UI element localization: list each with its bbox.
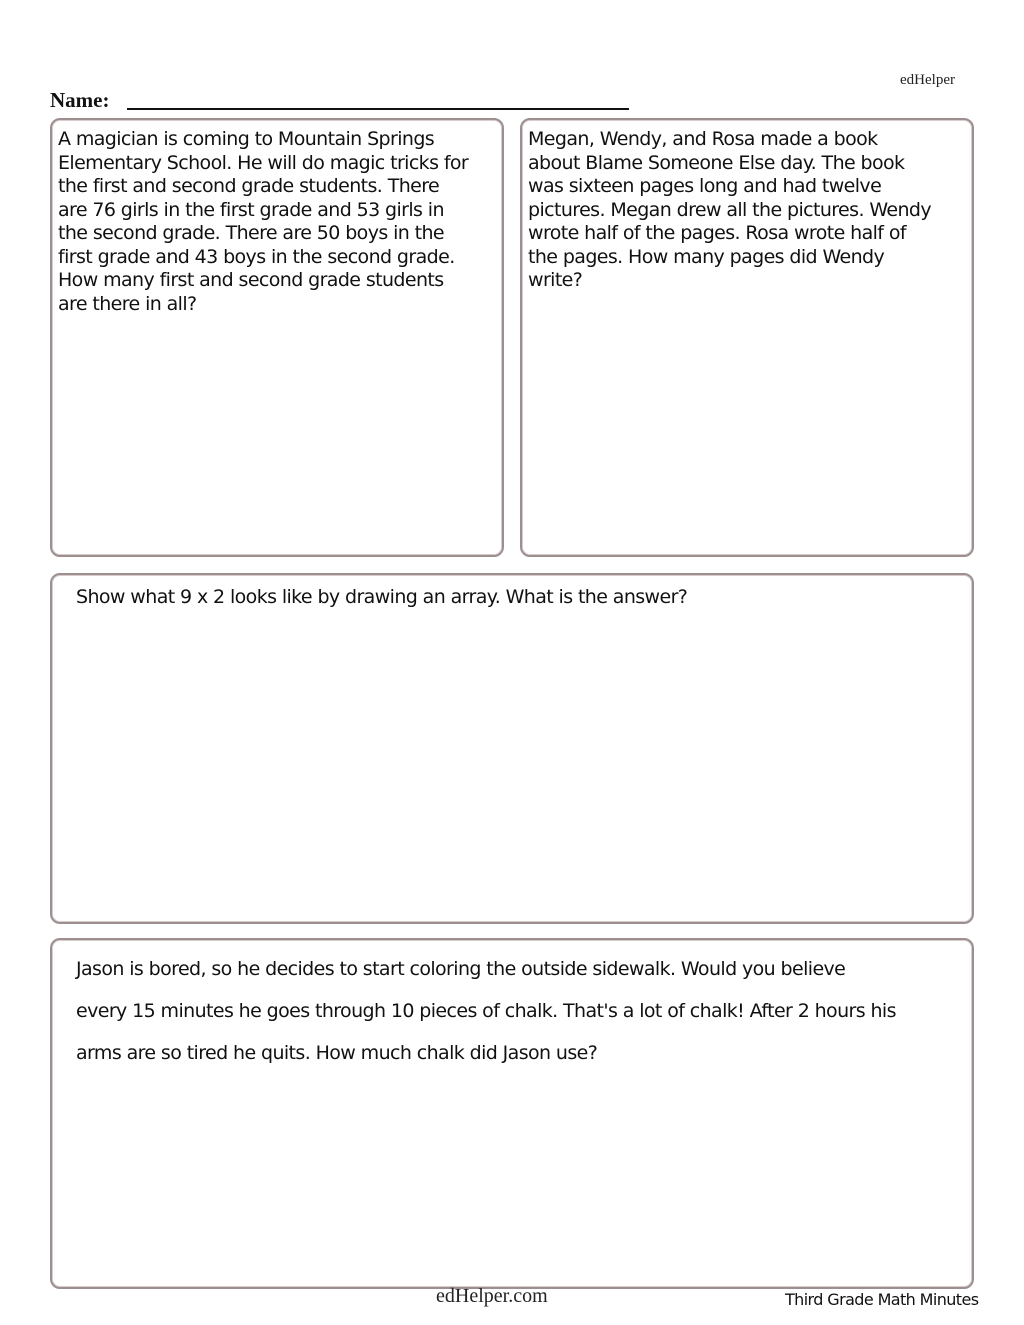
problem-box-2[interactable] <box>520 118 974 557</box>
problem-text-3: Show what 9 x 2 looks like by drawing an array. What is the answer? <box>76 586 688 608</box>
name-write-line[interactable] <box>127 108 629 110</box>
problem-box-1[interactable] <box>50 118 504 557</box>
header-brand: edHelper <box>900 72 955 88</box>
footer-title: Third Grade Math Minutes <box>785 1290 979 1309</box>
problem-text-4: Jason is bored, so he decides to start coloring the outside sidewalk. Would you believe every 15 minutes he goes through 10 pieces of chalk. That's a lot of chalk! After 2 hours his arms are so tired he quits. How much chalk did Jason use? <box>76 958 896 1064</box>
problem-box-4[interactable] <box>50 938 974 1289</box>
problem-text-1: A magician is coming to Mountain Springs Elementary School. He will do magic tricks for the first and second grade students. There are 76 girls in the first grade and 53 girls in the second grade. There are 50 boys in the first grade and 43 boys in the second grade. How many first and second grade students are there in all? <box>58 128 469 315</box>
name-label: Name: <box>50 88 110 112</box>
problem-box-3[interactable] <box>50 573 974 924</box>
footer-brand: edHelper.com <box>436 1285 548 1307</box>
problem-text-2: Megan, Wendy, and Rosa made a book about Blame Someone Else day. The book was sixteen pages long and had twelve pictures. Megan drew all the pictures. Wendy wrote half of the pages. Rosa wrote half of the pages. How many pages did Wendy write? <box>528 128 932 291</box>
